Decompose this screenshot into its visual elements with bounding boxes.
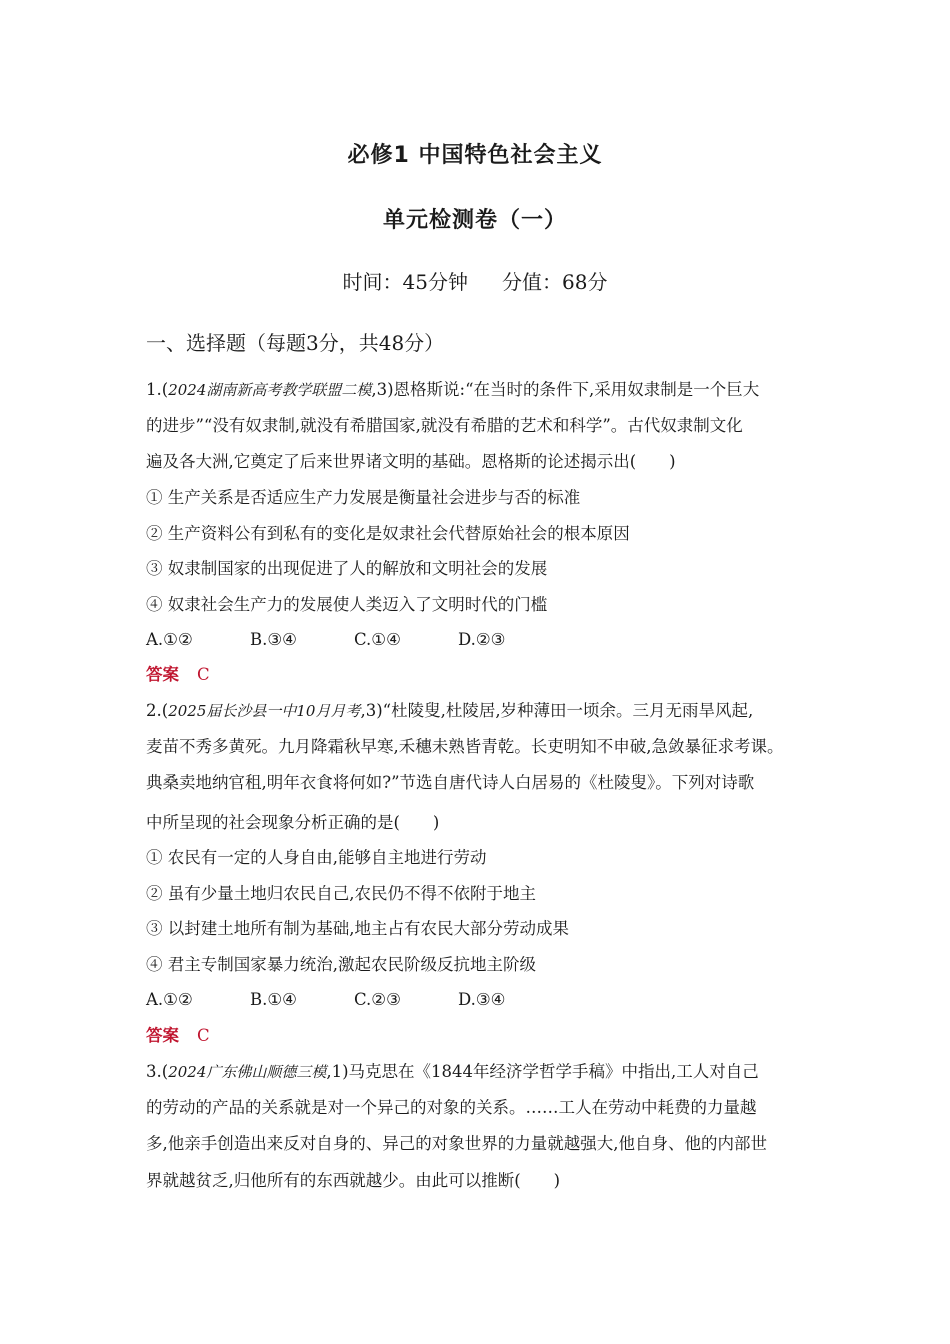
q2-option-d: D.③④ — [458, 990, 506, 1009]
q2-statement-4: ④ 君主专制国家暴力统治,激起农民阶级反抗地主阶级 — [146, 955, 536, 974]
q1-options — [146, 629, 562, 651]
q3-line-3: 多,他亲手创造出来反对自身的、异己的对象世界的力量就越强大,他自身、他的内部世 — [146, 1134, 767, 1153]
q1-statement-1: ① 生产关系是否适应生产力发展是衡量社会进步与否的标准 — [146, 488, 581, 507]
q1-line-2: 的进步”“没有奴隶制,就没有希腊国家,就没有希腊的艺术和科学”。古代奴隶制文化 — [146, 416, 743, 435]
document-title: 必修1 中国特色社会主义 — [347, 143, 603, 168]
q1-statement-3: ③ 奴隶制国家的出现促进了人的解放和文明社会的发展 — [146, 559, 548, 578]
q2-option-b: B.①④ — [250, 990, 297, 1009]
q1-answer: 答案 C — [146, 665, 210, 684]
q2-option-c: C.②③ — [354, 990, 401, 1009]
q2-option-a: A.①② — [146, 990, 193, 1009]
document-subtitle: 单元检测卷（一） — [382, 208, 567, 233]
q2-statement-1: ① 农民有一定的人身自由,能够自主地进行劳动 — [146, 848, 487, 867]
q2-answer: 答案 C — [146, 1026, 210, 1045]
q3-source: 2024广东佛山顺德三模 — [168, 1063, 327, 1081]
time-limit: 时间：45分钟 — [342, 270, 468, 294]
q1-option-b: B.③④ — [250, 630, 297, 649]
q2-line-3: 典桑卖地纳官租,明年衣食将何如?”节选自唐代诗人白居易的《杜陵叟》。下列对诗歌 — [146, 773, 755, 792]
q1-statement-4: ④ 奴隶社会生产力的发展使人类迈入了文明时代的门槛 — [146, 595, 548, 614]
q1-statement-2: ② 生产资料公有到私有的变化是奴隶社会代替原始社会的根本原因 — [146, 524, 630, 543]
q2-line-4: 中所呈现的社会现象分析正确的是( ) — [146, 813, 440, 832]
q1-line-1: 1.(2024湖南新高考教学联盟二模,3)恩格斯说:“在当时的条件下,采用奴隶制是一个巨大 — [146, 380, 760, 399]
q3-line-4: 界就越贫乏,归他所有的东西就越少。由此可以推断( ) — [146, 1171, 561, 1190]
q1-source: 2024湖南新高考教学联盟二模 — [168, 381, 372, 399]
section-heading: 一、选择题（每题3分，共48分） — [146, 331, 445, 355]
q2-statement-2: ② 虽有少量土地归农民自己,农民仍不得不依附于地主 — [146, 884, 536, 903]
q2-source: 2025届长沙县一中10月月考 — [168, 702, 361, 720]
q2-line-2: 麦苗不秀多黄死。九月降霜秋早寒,禾穗未熟皆青乾。长吏明知不申破,急敛暴征求考课。 — [146, 737, 784, 756]
q1-option-c: C.①④ — [354, 630, 401, 649]
q2-statement-3: ③ 以封建土地所有制为基础,地主占有农民大部分劳动成果 — [146, 919, 569, 938]
exam-meta — [0, 266, 950, 295]
q2-line-1: 2.(2025届长沙县一中10月月考,3)“杜陵叟,杜陵居,岁种薄田一顷余。三月无雨旱风起, — [146, 701, 754, 720]
total-score: 分值：68分 — [502, 270, 608, 294]
q3-line-2: 的劳动的产品的关系就是对一个异己的对象的关系。……工人在劳动中耗费的力量越 — [146, 1098, 757, 1117]
q1-line-3: 遍及各大洲,它奠定了后来世界诸文明的基础。恩格斯的论述揭示出( ) — [146, 452, 676, 471]
q1-option-a: A.①② — [146, 630, 193, 649]
q3-line-1: 3.(2024广东佛山顺德三模,1)马克思在《1844年经济学哲学手稿》中指出,工人对自己 — [146, 1062, 759, 1081]
q2-options — [146, 989, 562, 1011]
q1-option-d: D.②③ — [458, 630, 506, 649]
